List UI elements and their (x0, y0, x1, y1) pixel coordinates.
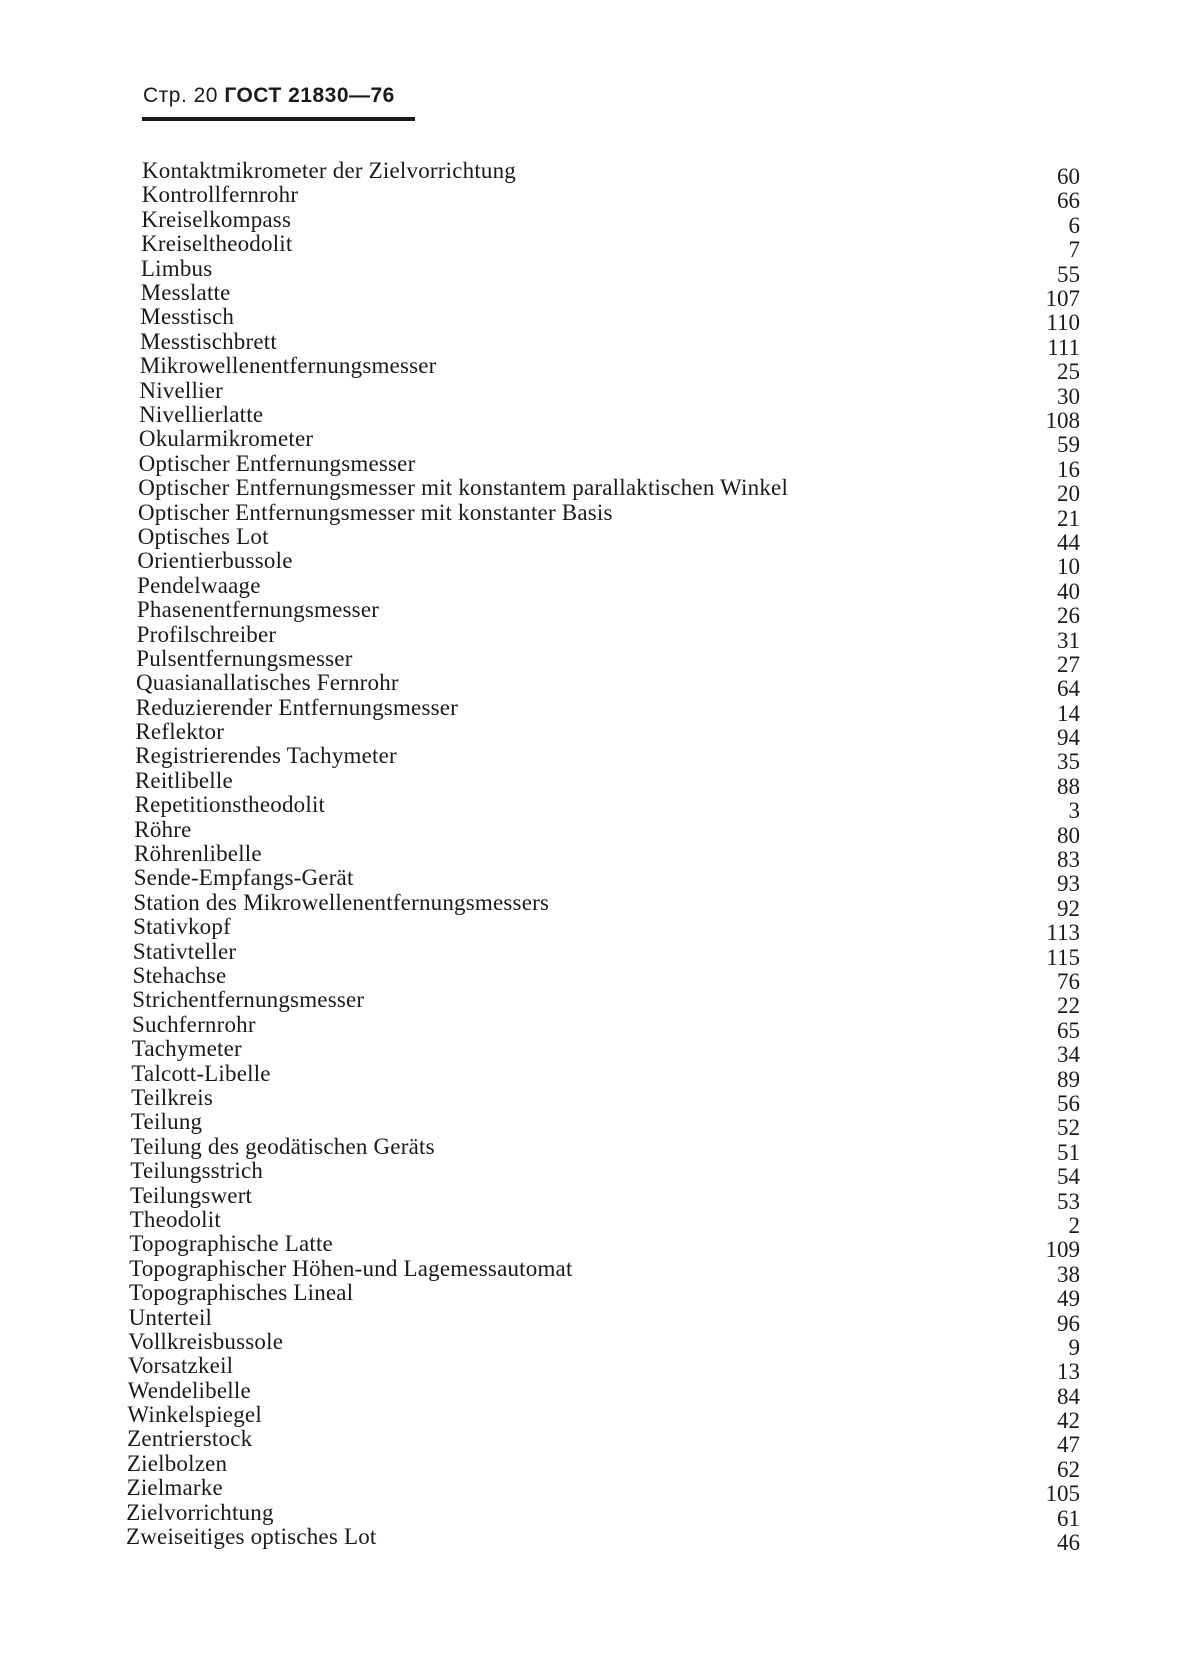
index-entry (0, 1158, 1187, 1190)
index-entry (0, 353, 1187, 385)
index-entry (0, 670, 1187, 702)
index-page-number: 49 (1057, 1286, 1080, 1312)
index-entry (0, 1206, 1187, 1238)
index-page-number: 105 (1045, 1481, 1080, 1507)
index-term: Tachymeter (131, 1036, 242, 1062)
index-term: Repetitionstheodolit (134, 792, 326, 818)
index-page-number: 107 (1045, 286, 1080, 311)
index-term: Stativkopf (133, 914, 231, 940)
index-entry (0, 1255, 1187, 1287)
index-entry (0, 401, 1187, 433)
index-term: Reitlibelle (134, 767, 233, 793)
index-page-number: 61 (1057, 1505, 1080, 1531)
index-term: Limbus (140, 255, 213, 281)
index-entry (0, 1280, 1187, 1312)
index-entry (0, 621, 1187, 653)
index-page-number: 110 (1046, 310, 1080, 336)
index-entry (0, 963, 1187, 994)
index-page-number: 21 (1057, 505, 1080, 531)
index-page-number: 65 (1057, 1017, 1080, 1043)
index-entry (0, 206, 1187, 238)
index-entry (0, 743, 1187, 775)
index-term: Optischer Entfernungsmesser (138, 450, 416, 476)
index-page-number: 20 (1057, 481, 1080, 507)
index-term: Wendelibelle (127, 1377, 251, 1403)
index-term: Teilungsstrich (130, 1158, 264, 1184)
index-term: Teilungswert (130, 1182, 253, 1208)
index-page-number: 38 (1057, 1261, 1080, 1287)
index-term: Zweiseitiges optisches Lot (126, 1524, 377, 1549)
index-page-number: 83 (1057, 847, 1080, 872)
index-entry (0, 1133, 1187, 1165)
index-entry (0, 182, 1187, 214)
index-term: Mikrowellenentfernungsmesser (139, 353, 437, 379)
index-entry (0, 597, 1187, 629)
index-entry (0, 938, 1187, 970)
index-page-number: 2 (1068, 1212, 1080, 1238)
index-page-number: 52 (1057, 1115, 1080, 1141)
index-page-number: 94 (1057, 725, 1080, 750)
index-entry (0, 1109, 1187, 1141)
index-entry (0, 572, 1187, 604)
index-term: Topographischer Höhen-und Lagemessautomat (129, 1255, 573, 1281)
index-page-number: 59 (1057, 432, 1080, 458)
index-entry (0, 1036, 1187, 1068)
index-term: Nivellierlatte (139, 401, 264, 427)
index-page-number: 54 (1057, 1164, 1080, 1190)
index-page-number: 34 (1057, 1042, 1080, 1068)
index-term: Okularmikrometer (138, 426, 314, 452)
index-entry (0, 304, 1187, 336)
index-term: Theodolit (129, 1206, 221, 1232)
index-entry (0, 548, 1187, 580)
index-entry (0, 1304, 1187, 1336)
index-term: Teilung des geodätischen Geräts (130, 1133, 435, 1159)
index-entry (0, 1182, 1187, 1214)
index-term: Strichentfernungsmesser (132, 987, 365, 1013)
index-entry (0, 450, 1187, 482)
index-page-number: 113 (1046, 920, 1080, 946)
index-term: Sende-Empfangs-Gerät (133, 865, 354, 891)
index-term: Nivellier (139, 377, 223, 403)
index-page-number: 53 (1057, 1188, 1080, 1214)
index-entry (0, 1524, 1187, 1555)
index-entry (0, 523, 1187, 555)
index-entry (0, 1084, 1187, 1116)
index-term: Kontaktmikrometer der Zielvorrichtung (142, 158, 517, 183)
index-entry (0, 1475, 1187, 1507)
index-page-number: 47 (1057, 1432, 1080, 1458)
index-page-number: 3 (1068, 798, 1080, 824)
index-entry (0, 1353, 1187, 1385)
index-term: Stehachse (132, 963, 227, 988)
index-term: Suchfernrohr (132, 1011, 256, 1037)
index-page-number: 56 (1057, 1090, 1080, 1116)
index-term: Vorsatzkeil (128, 1353, 234, 1379)
index-entry (0, 767, 1187, 799)
index-entry (0, 865, 1187, 897)
index-page-number: 44 (1057, 529, 1080, 555)
index-entry (0, 1450, 1187, 1482)
index-page-number: 10 (1057, 554, 1080, 580)
index-entry (0, 1426, 1187, 1458)
index-term: Teilkreis (131, 1084, 214, 1110)
page-number-label: Стр. 20 (143, 84, 218, 107)
index-term: Topographisches Lineal (128, 1280, 354, 1306)
index-term: Kontrollfernrohr (141, 182, 299, 208)
index-term: Zentrierstock (127, 1426, 253, 1452)
index-page-number: 35 (1057, 749, 1080, 775)
index-page-number: 16 (1057, 456, 1080, 482)
index-term: Röhrenlibelle (134, 841, 262, 866)
index-page-number: 84 (1057, 1383, 1080, 1409)
index-entry (0, 694, 1187, 726)
index-term: Stativteller (132, 938, 237, 964)
index-page-number: 25 (1057, 359, 1080, 385)
index-page-number: 13 (1057, 1359, 1080, 1385)
index-page-number: 42 (1057, 1408, 1080, 1433)
index-term: Kreiselkompass (141, 206, 292, 232)
index-term: Topographische Latte (129, 1231, 333, 1257)
index-term: Phasenentfernungsmesser (136, 597, 380, 623)
index-entry (0, 816, 1187, 848)
index-page-number: 111 (1047, 334, 1080, 360)
index-page-number: 76 (1057, 969, 1080, 994)
index-page-number: 64 (1057, 676, 1080, 702)
index-term: Messtischbrett (140, 328, 277, 354)
index-term: Kreiseltheodolit (141, 231, 293, 257)
index-term: Optischer Entfernungsmesser mit konstantem parallaktischen Winkel (138, 475, 789, 501)
index-page-number: 22 (1057, 993, 1080, 1019)
index-term: Profilschreiber (136, 621, 277, 647)
index-entry (0, 499, 1187, 531)
index-entry (0, 1328, 1187, 1360)
index-term: Winkelspiegel (127, 1402, 262, 1427)
index-entry (0, 280, 1187, 311)
index-entry (0, 1499, 1187, 1531)
index-term: Optischer Entfernungsmesser mit konstanter Basis (138, 499, 613, 525)
index-term: Zielbolzen (126, 1450, 228, 1476)
index-page-number: 109 (1045, 1237, 1080, 1263)
index-page-number: 93 (1057, 871, 1080, 897)
index-entry (0, 1011, 1187, 1043)
index-page-number: 80 (1057, 822, 1080, 848)
index-page-number: 6 (1068, 212, 1080, 238)
index-page-number: 92 (1057, 895, 1080, 921)
index-term: Pulsentfernungsmesser (136, 645, 353, 671)
index-page-number: 66 (1057, 188, 1080, 214)
index-page-number: 89 (1057, 1066, 1080, 1092)
index-page-number: 40 (1057, 578, 1080, 604)
index-entry (0, 475, 1187, 507)
index-entry (0, 1231, 1187, 1263)
index-term: Röhre (134, 816, 192, 842)
index-term: Registrierendes Tachymeter (135, 743, 397, 769)
index-term: Reflektor (135, 719, 225, 744)
index-term: Messlatte (140, 280, 231, 305)
index-entry (0, 231, 1187, 263)
index-entry (0, 426, 1187, 458)
index-entry (0, 1402, 1187, 1433)
index-entry (0, 1377, 1187, 1409)
index-entry (0, 987, 1187, 1019)
index-page-number: 31 (1057, 627, 1080, 653)
index-term: Zielmarke (126, 1475, 223, 1501)
index-entry (0, 158, 1187, 189)
index-page-number: 62 (1057, 1456, 1080, 1482)
index-term: Messtisch (140, 304, 235, 330)
index-entry (0, 1060, 1187, 1092)
index-term: Station des Mikrowellenentfernungsmessers (133, 889, 550, 915)
index-page-number: 14 (1057, 700, 1080, 726)
index-entry (0, 889, 1187, 921)
index-entry (0, 914, 1187, 946)
index-page-number: 51 (1057, 1139, 1080, 1165)
index-page-number: 108 (1045, 407, 1080, 433)
index-page-number: 30 (1057, 383, 1080, 409)
index-page-number: 9 (1068, 1334, 1080, 1360)
index-term: Unterteil (128, 1304, 213, 1330)
index-page-number: 46 (1057, 1530, 1080, 1555)
index-entry (0, 255, 1187, 287)
standard-designation: ГОСТ 21830—76 (224, 84, 395, 107)
index-entry (0, 792, 1187, 824)
index-page-number: 60 (1057, 164, 1080, 189)
index-page-number: 115 (1046, 944, 1080, 970)
index-entry (0, 328, 1187, 360)
index-term: Zielvorrichtung (126, 1499, 274, 1525)
index-entry (0, 377, 1187, 409)
index-term: Optisches Lot (137, 523, 269, 549)
index-entry (0, 841, 1187, 872)
index-entry (0, 719, 1187, 750)
index-term: Reduzierender Entfernungsmesser (135, 694, 459, 720)
index-term: Quasianallatisches Fernrohr (136, 670, 399, 696)
index-page-number: 96 (1057, 1310, 1080, 1336)
index-term: Orientierbussole (137, 548, 293, 574)
index-page-number: 88 (1057, 773, 1080, 799)
index-term: Vollkreisbussole (128, 1328, 284, 1354)
index-page-number: 26 (1057, 603, 1080, 629)
index-entry (0, 645, 1187, 677)
index-term: Talcott-Libelle (131, 1060, 271, 1086)
index-term: Teilung (130, 1109, 203, 1135)
index-page-number: 7 (1068, 237, 1080, 263)
index-page-number: 27 (1057, 651, 1080, 677)
index-term: Pendelwaage (137, 572, 261, 598)
index-page-number: 55 (1057, 261, 1080, 287)
